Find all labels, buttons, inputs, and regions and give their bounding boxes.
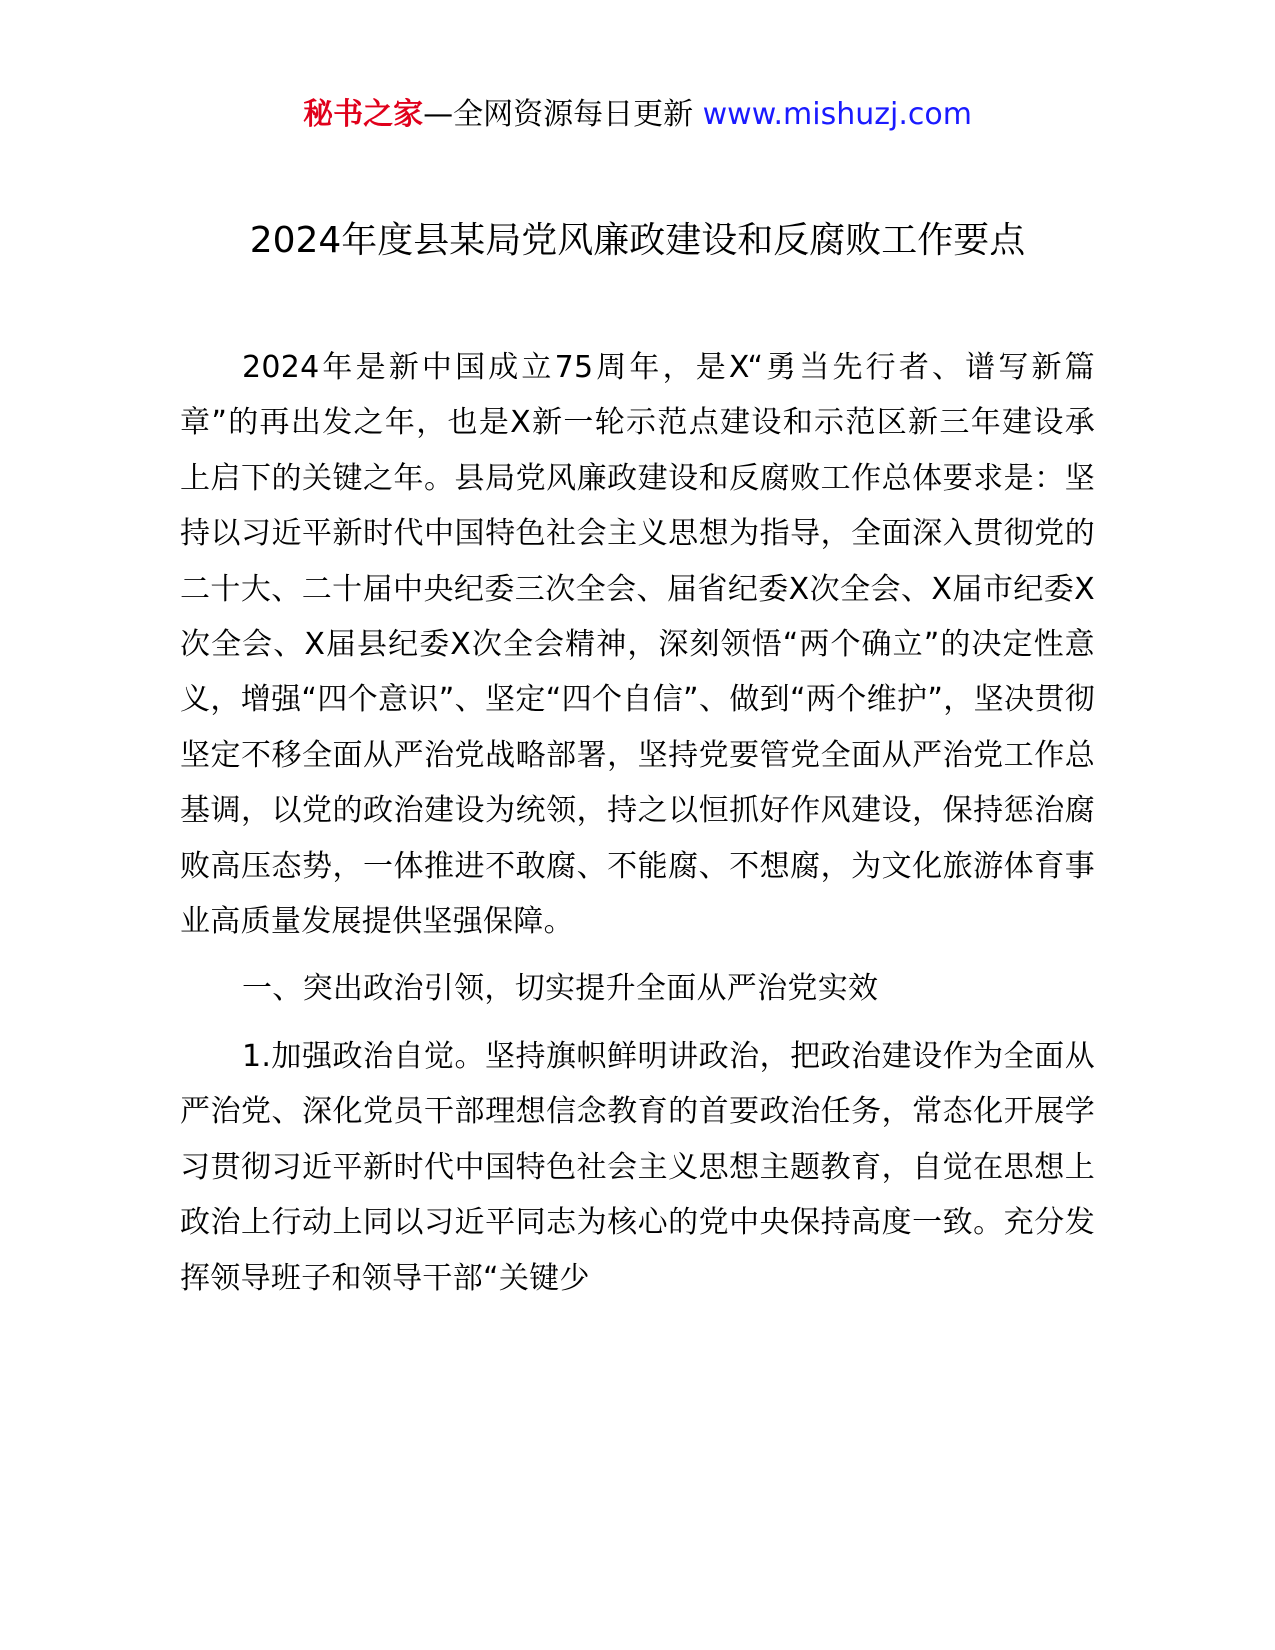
section-heading: 一、突出政治引领，切实提升全面从严治党实效 bbox=[242, 971, 879, 1007]
site-url-link[interactable]: www.mishuzj.com bbox=[702, 97, 972, 132]
site-header bbox=[0, 95, 1275, 135]
site-tagline: —全网资源每日更新 bbox=[423, 97, 703, 132]
document-title: 2024年度县某局党风廉政建设和反腐败工作要点 bbox=[249, 220, 1026, 261]
site-brand: 秘书之家 bbox=[303, 97, 424, 132]
document-body bbox=[180, 340, 1095, 1306]
clause-paragraph: 1.加强政治自觉。坚持旗帜鲜明讲政治，把政治建设作为全面从严治党、深化党员干部理想信念教育的首要政治任务，常态化开展学习贯彻习近平新时代中国特色社会主义思想主题教育，自觉在思想上政治上行动上同以习近平同志为核心的党中央保持高度一致。充分发挥领导班子和领导干部“关键少 bbox=[180, 1038, 1095, 1296]
intro-paragraph: 2024年是新中国成立75周年，是X“勇当先行者、谱写新篇章”的再出发之年，也是X新一轮示范点建设和示范区新三年建设承上启下的关键之年。县局党风廉政建设和反腐败工作总体要求是：坚持以习近平新时代中国特色社会主义思想为指导，全面深入贯彻党的二十大、二十届中央纪委三次全会、届省纪委X次全会、X届市纪委X次全会、X届县纪委X次全会精神，深刻领悟“两个确立”的决定性意义，增强“四个意识”、坚定“四个自信”、做到“两个维护”，坚决贯彻坚定不移全面从严治党战略部署，坚持党要管党全面从严治党工作总基调，以党的政治建设为统领，持之以恒抓好作风建设，保持惩治腐败高压态势，一体推进不敢腐、不能腐、不想腐，为文化旅游体育事业高质量发展提供坚强保障。 bbox=[180, 350, 1095, 940]
